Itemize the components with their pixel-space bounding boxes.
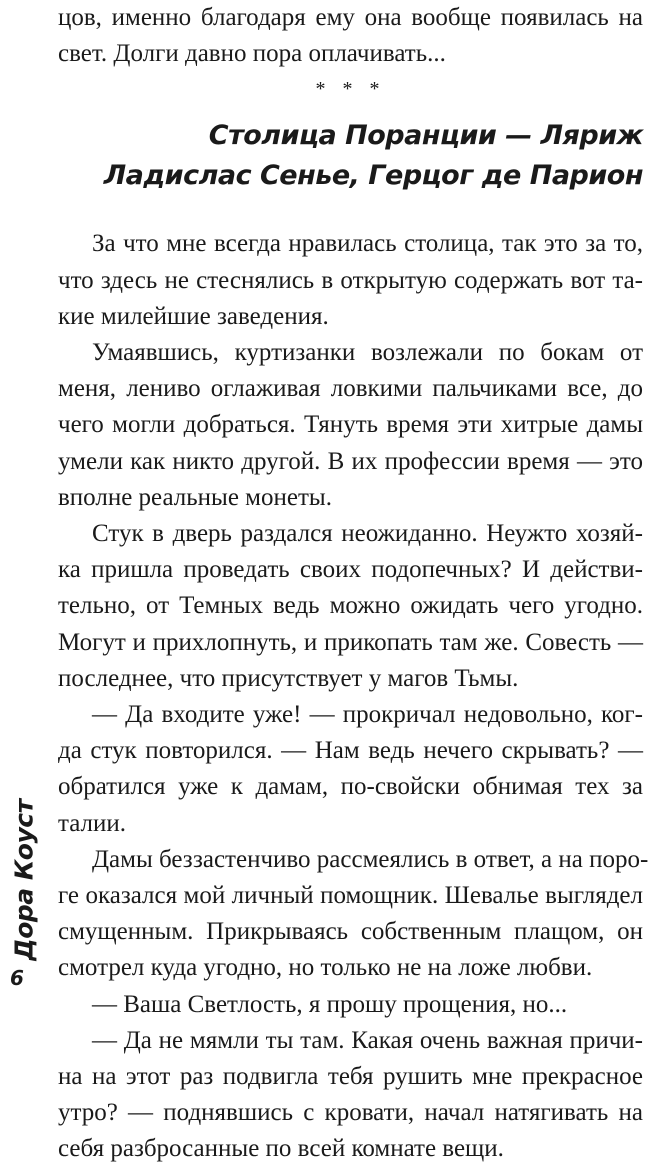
text-line: себя разбросанные по всей комнате вещи. [58,1135,504,1163]
text-line: ка пришла проведать своих подопечных? И действи- [58,556,643,584]
text-line: последнее, что присутствует у магов Тьмы. [58,664,519,692]
text-lines-top [58,0,643,72]
paragraph [58,1023,643,1168]
text-line: — Да не мямли ты там. Какая очень важная причи- [92,1026,643,1054]
text-line: да стук повторился. — Нам ведь нечего скрывать? — [58,737,643,765]
text-line: — Да входите уже! — прокричал недовольно, ког- [92,701,643,729]
text-line: За что мне всегда нравилась столица, так это за то, [92,230,643,258]
text-line: вполне реальные монеты. [58,483,332,511]
heading-location: Столица Поранции — Ляриж [208,120,643,152]
book-page [58,0,649,1168]
text-line: цов, именно благодаря ему она вообще появилась на [58,4,643,31]
author-name-text: Дора Коуст [9,799,39,961]
running-author-name [4,790,44,970]
heading-character: Ладислас Сенье, Герцог де Парион [103,160,643,192]
text-line: чего могли добраться. Тянуть время эти хитрые дамы [58,411,643,439]
paragraph [58,697,643,842]
text-line: тельно, от Темных ведь можно ожидать чего угодно. [58,592,643,620]
paragraph [58,842,649,987]
paragraph [58,516,643,697]
text-line: умели как никто другой. В их профессии время — это [58,447,643,475]
paragraph [58,335,643,516]
page-number: 6 [10,966,24,990]
text-line: свет. Долги давно пора оплачивать... [58,40,446,68]
chapter-heading [58,116,643,196]
text-line: на на этот раз подвигла тебя рушить мне прекрасное [58,1063,643,1091]
paragraph [58,226,643,335]
text-line: обратился уже к дамам, по-свойски обнимая тех за [58,773,643,801]
section-separator: * * * [315,78,386,101]
text-line: Дамы беззастенчиво рассмеялись в ответ, а на поро- [92,845,649,873]
text-line: кие милейшие заведения. [58,302,329,330]
text-line: меня, лениво оглаживая ловкими пальчиками все, до [58,375,643,403]
text-line: Могут и прихлопнуть, и прикопать там же. Совесть — [58,628,643,656]
text-line: талии. [58,809,127,837]
paragraph [58,987,643,1023]
text-line: ге оказался мой личный помощник. Шевалье выглядел [58,882,643,910]
text-line: Умаявшись, куртизанки возлежали по бокам от [92,339,643,367]
text-line: смущенным. Прикрываясь собственным плащом, он [58,918,643,946]
text-line: — Ваша Светлость, я прошу прощения, но... [92,990,568,1018]
text-line: Стук в дверь раздался неожиданно. Неужто хозяй- [92,520,643,548]
text-line: утро? — поднявшись с кровати, начал натягивать на [58,1099,643,1127]
text-line: смотрел куда угодно, но только не на ложе любви. [58,954,593,982]
text-line: что здесь не стеснялись в открытую содержать вот та- [58,266,643,294]
